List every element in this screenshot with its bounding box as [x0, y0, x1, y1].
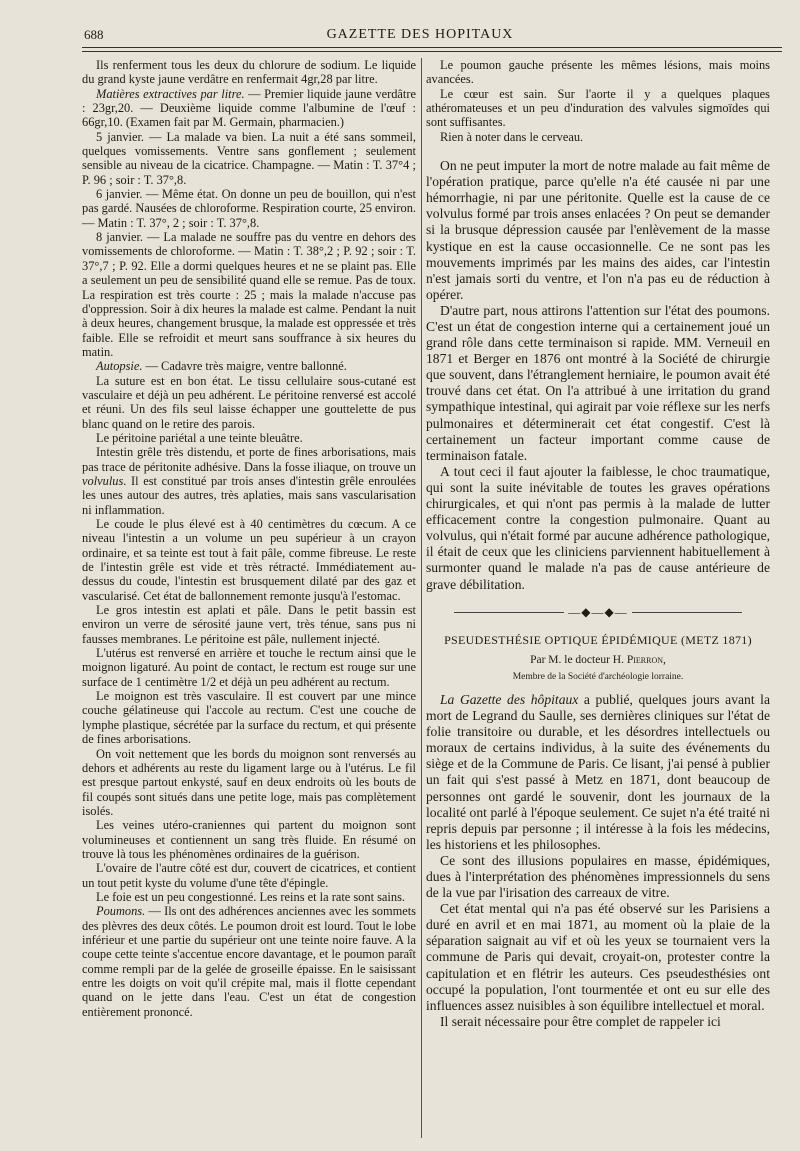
paragraph: 8 janvier. — La malade ne souffre pas du ventre en dehors des vomissements de chloroforme. — Matin : T. 38°,2 ; P. 92 ; soir : T. 37°,7 ; P. 92. Elle a dormi quelques heures et ne se plaint pas. Elle a seulement un peu de sensibilité quand elle se remue. Pas de toux. La respiration est très courte : 25 ; mais la malade n'accuse pas d'oppression. Soir à dix heures la malade est calme. Pendant la nuit à deux heures, changement brusque, la malade est oppressée et très faible. Elle se refroidit et meurt sans souffrance à six heures du matin. — [82, 230, 416, 359]
section-label: Matières extractives par litre. — [96, 86, 245, 101]
paragraph: Cet état mental qui n'a pas été observé sur les Parisiens a duré en avril et en mai 1871, au moment où la plaie de la séparation saignait au vif et où les yeux se tournaient vers la commune de Paris qui devait, croyait-on, protester contre la capitulation et en flétrir les auteurs. Ces pseudesthésies ont occupé la population, l'ont tourmentée et ont eu sur elle des influences assez nuisibles à son équilibre intellectuel et moral. — [426, 901, 770, 1013]
paragraph: Matières extractives par litre. — Premier liquide jaune verdâtre : 23gr,20. — Deuxième liquide comme l'albumine de l'œuf : 66gr,10. (Examen fait par M. Germain, pharmacien.) — [82, 86, 417, 130]
paragraph: Intestin grêle très distendu, et porte de fines arborisations, mais pas trace de péritonite adhésive. Dans la fosse iliaque, on trouve un volvulus. Il est constitué par trois anses d'intestin grêle enroulées les unes autour des autres, très aplaties, mais sans vascularisation ni inflammation. — [82, 445, 416, 517]
paragraph: Il serait nécessaire pour être complet de rappeler ici — [440, 1013, 721, 1029]
paragraph: 6 janvier. — Même état. On donne un peu de bouillon, qui n'est pas gardé. Nausées de chloroforme. Respiration courte, 25 environ. — Matin : T. 37°, 2 ; soir : T. 37°,8. — [82, 187, 416, 230]
page-number: 688 — [84, 27, 104, 42]
article-byline: Par M. le docteur H. Pierron, — [530, 654, 666, 667]
author-name: H. Pierron, — [612, 654, 666, 667]
paragraph: Le moignon est très vasculaire. Il est couvert par une mince couche gélatineuse qui l'accole au rectum. C'est une couche de lymphe plastique, sécrétée par la surface du rectum, et qui présente de fines arborisations. — [82, 689, 416, 747]
paragraph: Ils renferment tous les deux du chlorure de sodium. Le liquide du grand kyste jaune verdâtre en renfermait 4gr,28 par litre. — [82, 58, 416, 87]
paragraph: 5 janvier. — La malade va bien. La nuit a été sans sommeil, quelques vomissements. Ventre sans gonflement ; seulement sensible au niveau de la cicatrice. Champagne. — Matin : T. 37°4 ; P. 96 ; soir : T. 37°,8. — [82, 129, 416, 187]
paragraph: Poumons. — Ils ont des adhérences anciennes avec les sommets des plèvres des deux côtés. Le poumon droit est lourd. Tout le lobe inférieur et une partie du supérieur ont une teinte noire fauve. A la coupe cette teinte s'accentue encore davantage, et le poumon paraît comme rempli par de la gelée de groseille épaisse. En le saisissant entre les doigts on voit qu'il crépite mal, mais il flotte cependant quand on le jette dans l'eau. C'est un état de congestion entièrement prononcé. — [82, 904, 416, 1019]
section-separator — [426, 605, 770, 619]
paragraph: Le péritoine pariétal a une teinte bleuâtre. — [96, 430, 303, 445]
page-header — [60, 27, 780, 49]
paragraph: Le gros intestin est aplati et pâle. Dans le petit bassin est environ un verre de sérosité jaune vert, très ténue, sans pus ni fausses membranes. Le péritoine est pâle, nullement injecté. — [82, 603, 416, 646]
paragraph: Le cœur est sain. Sur l'aorte il y a quelques plaques athéromateuses et un peu d'induration des valvules sigmoïdes qui sont suffisantes. — [426, 86, 770, 130]
paragraph: Le coude le plus élevé est à 40 centimètres du cœcum. A ce niveau l'intestin a un volume un peu supérieur à un crayon ordinaire, et sa teinte est tout à fait pâle, comme fibreuse. Le reste de l'intestin grêle est vide et très rétracté. Immédiatement au-dessus du coude, l'intestin est brusquement dilaté par des gaz et vascularisé. Cet état de ballonnement remonte jusqu'à l'estomac. — [82, 517, 416, 603]
paragraph: L'ovaire de l'autre côté est dur, couvert de cicatrices, et contient un tout petit kyste du volume d'une tête d'épingle. — [82, 861, 416, 890]
paragraph: On voit nettement que les bords du moignon sont renversés au dehors et adhérents au reste du ligament large ou à l'utérus. Le fil est presque partout enkysté, sauf en deux endroits où les bouts de fil coupés sont situés dans une petite loge, mais pas complètement isolés. — [82, 746, 416, 818]
header-rule — [82, 47, 782, 52]
paragraph: L'utérus est renversé en arrière et touche le rectum ainsi que le moignon ligaturé. Au point de contact, le rectum est rouge sur une surface de 1 centimètre 1/2 et déjà un peu adhérent au rectum. — [82, 646, 416, 689]
publication-title: La Gazette des hôpitaux — [440, 691, 579, 707]
paragraph: Le poumon gauche présente les mêmes lésions, mais moins avancées. — [426, 58, 770, 87]
paragraph: On ne peut imputer la mort de notre malade au fait même de l'opération pratique, parce qu'elle n'a été causée ni par une hémorrhagie, ni par une péritonite. Quelle est la cause de ce volvulus formé par trois anses enlacées ? On peut se demander si la brusque dépression causée par l'enlèvement de la masse kystique en est la cause occasionnelle. Ce ne sont pas les mouvements imprimés par les mains des aides, car l'intestin n'est jamais sorti du ventre, et l'on n'a pas eu de réduction à opérer. — [426, 158, 770, 302]
paragraph: D'autre part, nous attirons l'attention sur l'état des poumons. C'est un état de congestion interne qui a certainement joué un grand rôle dans cette terminaison si rapide. MM. Verneuil en 1871 et Berger en 1876 ont montré à la Société de chirurgie que souvent, dans l'étranglement herniaire, le poumon avait été trouvé dans cet état. On l'a attribué à une irritation du grand sympathique intestinal, qui agirait par voie réflexe sur les nerfs pulmonaires et déterminerait cet état congestif. C'est là certainement un facteur important comme cause de terminaison fatale. — [426, 302, 770, 463]
paragraph: Ce sont des illusions populaires en masse, épidémiques, dues à l'interprétation des phénomènes impressionnels du sens de la vue par l'irisation des carreaux de vitre. — [426, 852, 770, 901]
section-label: Poumons. — [96, 904, 146, 919]
running-title: GAZETTE DES HOPITAUX — [326, 27, 514, 42]
paragraph: A tout ceci il faut ajouter la faiblesse, le choc traumatique, qui sont la suite inévitable de toutes les graves opérations chirurgicales, et qui n'ont pas permis à la malade de lutter efficacement contre la congestion pulmonaire. Quant au volvulus, qui n'était formé par aucune adhérence pathologique, il était de ceux que les cliniciens parviennent habituellement à surmonter quand le malade n'a pas de cause antérieure de grave débilitation. — [426, 463, 770, 592]
paragraph: Les veines utéro-craniennes qui partent du moignon sont volumineuses et contiennent un sang très fluide. En résumé on trouve là tous les phénomènes ordinaires de la guérison. — [82, 818, 416, 861]
paragraph: Rien à noter dans le cerveau. — [440, 129, 584, 144]
separator-ornament: —◆—◆— — [568, 604, 628, 619]
paragraph: Autopsie. — Cadavre très maigre, ventre ballonné. — [96, 359, 347, 374]
paragraph: La suture est en bon état. Le tissu cellulaire sous-cutané est vasculaire et déjà un peu adhérent. Le péritoine renversé est accolé et réuni. Un des fils seul laisse échapper une gouttelette de pus blanc quand on le retire des parois. — [82, 373, 416, 431]
paragraph: Le foie est un peu congestionné. Les reins et la rate sont sains. — [96, 889, 405, 904]
section-label: Autopsie. — [96, 359, 143, 374]
column-divider — [421, 58, 422, 1138]
author-affiliation: Membre de la Société d'archéologie lorraine. — [512, 671, 684, 682]
article-title: PSEUDESTHÉSIE OPTIQUE ÉPIDÉMIQUE (METZ 1871) — [444, 632, 752, 647]
left-column — [82, 58, 416, 1019]
right-column — [426, 58, 770, 1030]
paragraph: La Gazette des hôpitaux a publié, quelques jours avant la mort de Legrand du Saulle, ses dernières cliniques sur l'état de folie transitoire ou durable, et les désordres intellectuels ou moraux de certains individus, à la suite des événements du siège et de la Commune de Paris. Ce lisant, j'ai pensé à publier un fait qui s'est passé à Metz en 1871, dont beaucoup de personnes ont gardé le souvenir, dont les journaux de la localité ont parlé à l'époque seulement. Ce sujet n'a été traité ni repris depuis par personne ; il intéresse à la fois les médecins, les historiens et les philosophes. — [426, 691, 770, 852]
